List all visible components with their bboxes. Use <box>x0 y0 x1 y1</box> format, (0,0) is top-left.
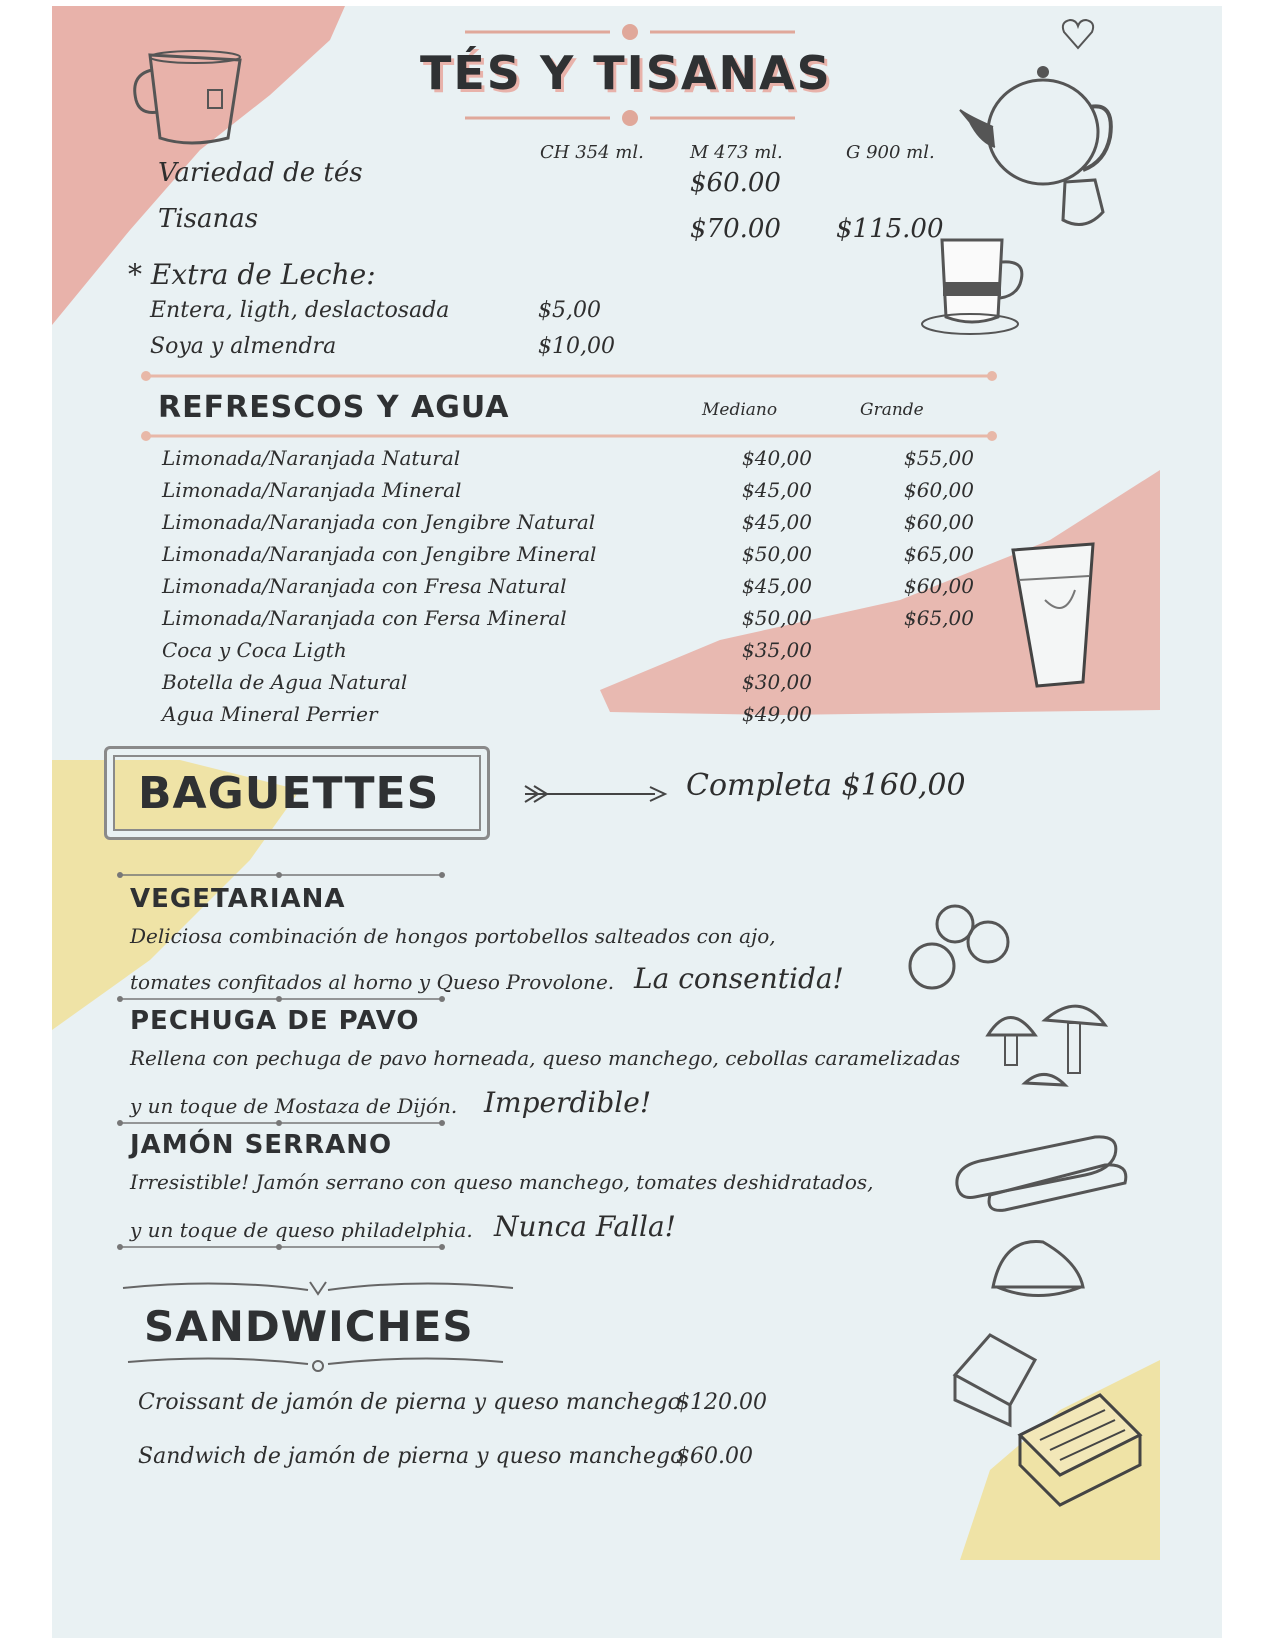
drinks-col-large: Grande <box>860 400 924 420</box>
drink-price-medium: $45,00 <box>742 574 812 598</box>
drink-price-large: $55,00 <box>904 446 974 470</box>
tisana-item-price-m: $70.00 <box>690 214 781 244</box>
tea-item-name: Variedad de tés <box>158 158 363 188</box>
heart-icon <box>1058 14 1098 54</box>
drinks-title: REFRESCOS Y AGUA <box>158 390 510 425</box>
drink-name: Limonada/Naranjada con Fersa Mineral <box>162 606 567 630</box>
teapot-icon <box>955 62 1115 232</box>
drink-row <box>162 670 982 704</box>
drink-price-large: $60,00 <box>904 510 974 534</box>
drink-row <box>162 574 982 608</box>
baguette-icon <box>945 1125 1145 1215</box>
baguettes-title: BAGUETTES <box>138 768 440 819</box>
sandwich-price: $120.00 <box>676 1390 767 1415</box>
item-divider <box>116 1240 446 1254</box>
drink-name: Limonada/Naranjada Natural <box>162 446 461 470</box>
drink-price-large: $60,00 <box>904 478 974 502</box>
drink-row <box>162 510 982 544</box>
drink-row <box>162 606 982 640</box>
drink-row <box>162 446 982 480</box>
extra-item-price: $5,00 <box>538 298 601 323</box>
teacup-icon <box>920 232 1040 342</box>
drink-row <box>162 638 982 672</box>
glass-icon <box>1005 540 1105 690</box>
drink-price-medium: $49,00 <box>742 702 812 726</box>
drink-name: Agua Mineral Perrier <box>162 702 378 726</box>
baguette-tagline: La consentida! <box>634 962 844 995</box>
baguette-desc-line2: tomates confitados al horno y Queso Provolone. <box>130 970 615 994</box>
extra-item-name: Soya y almendra <box>150 334 337 359</box>
taco-icon <box>983 1232 1093 1312</box>
tisana-item-price-g: $115.00 <box>836 214 944 244</box>
tisana-item-name: Tisanas <box>158 204 259 234</box>
sandwich-price: $60.00 <box>676 1444 753 1469</box>
baguette-tagline: Nunca Falla! <box>494 1210 676 1243</box>
extra-item-name: Entera, ligth, deslactosada <box>150 298 450 323</box>
sandwich-icon <box>940 1325 1150 1525</box>
item-divider <box>116 1116 446 1130</box>
drink-price-medium: $35,00 <box>742 638 812 662</box>
drink-name: Limonada/Naranjada con Jengibre Mineral <box>162 542 597 566</box>
size-large-label: G 900 ml. <box>846 142 935 163</box>
drink-price-large: $60,00 <box>904 574 974 598</box>
mushrooms-icon <box>980 995 1130 1115</box>
drink-price-medium: $45,00 <box>742 478 812 502</box>
drink-price-medium: $50,00 <box>742 606 812 630</box>
baguette-desc-line2: y un toque de Mostaza de Dijón. <box>130 1094 458 1118</box>
size-small-label: CH 354 ml. <box>540 142 644 163</box>
drink-price-large: $65,00 <box>904 542 974 566</box>
tomatoes-icon <box>900 902 1020 1002</box>
extra-item-price: $10,00 <box>538 334 615 359</box>
baguette-name: VEGETARIANA <box>130 884 346 914</box>
drink-row <box>162 702 982 736</box>
drink-price-medium: $40,00 <box>742 446 812 470</box>
drink-name: Limonada/Naranjada con Fresa Natural <box>162 574 567 598</box>
extra-leche-title: * Extra de Leche: <box>128 258 376 291</box>
drink-name: Botella de Agua Natural <box>162 670 408 694</box>
tea-mug-icon <box>130 40 260 150</box>
sandwich-name: Croissant de jamón de pierna y queso manchego <box>138 1390 681 1415</box>
drink-row <box>162 478 982 512</box>
arrow-icon <box>520 780 670 810</box>
drink-price-medium: $30,00 <box>742 670 812 694</box>
sandwich-name: Sandwich de jamón de pierna y queso manchego <box>138 1444 684 1469</box>
drink-row <box>162 542 982 576</box>
drinks-col-medium: Mediano <box>702 400 778 420</box>
baguette-desc-line1: Deliciosa combinación de hongos portobellos salteados con ajo, <box>130 924 776 948</box>
sandwiches-title: SANDWICHES <box>144 1302 474 1351</box>
baguette-desc-line2: y un toque de queso philadelphia. <box>130 1218 473 1242</box>
tea-item-price-m: $60.00 <box>690 168 781 198</box>
drink-price-large: $65,00 <box>904 606 974 630</box>
size-medium-label: M 473 ml. <box>690 142 783 163</box>
baguette-desc-line1: Rellena con pechuga de pavo horneada, queso manchego, cebollas caramelizadas <box>130 1046 961 1070</box>
baguette-name: PECHUGA DE PAVO <box>130 1006 420 1036</box>
drink-name: Limonada/Naranjada con Jengibre Natural <box>162 510 596 534</box>
baguettes-price-note: Completa $160,00 <box>686 768 966 803</box>
teas-title: TÉS Y TISANAS <box>420 46 832 100</box>
drink-price-medium: $50,00 <box>742 542 812 566</box>
item-divider <box>116 992 446 1006</box>
drink-name: Coca y Coca Ligth <box>162 638 347 662</box>
baguettes-divider <box>116 868 446 882</box>
baguette-name: JAMÓN SERRANO <box>130 1130 393 1160</box>
baguette-tagline: Imperdible! <box>484 1086 652 1119</box>
drink-price-medium: $45,00 <box>742 510 812 534</box>
drink-name: Limonada/Naranjada Mineral <box>162 478 462 502</box>
baguette-desc-line1: Irresistible! Jamón serrano con queso manchego, tomates deshidratados, <box>130 1170 874 1194</box>
